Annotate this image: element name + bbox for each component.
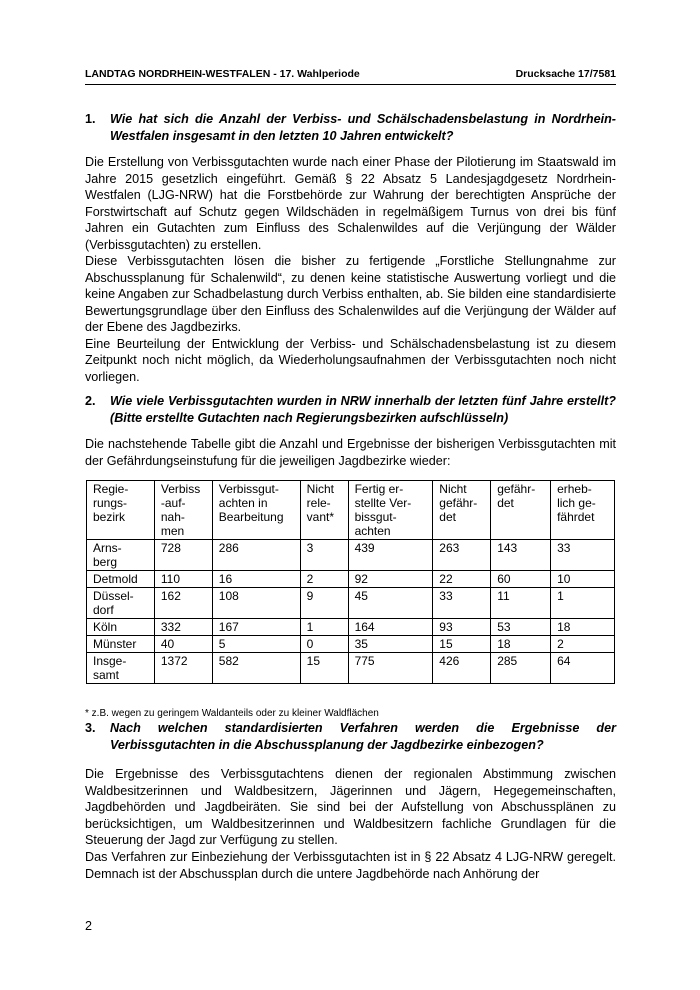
table-cell: 15: [433, 636, 491, 653]
table-header-cell: Verbissgut- achten in Bearbeitung: [212, 481, 300, 540]
table-cell: 728: [154, 540, 212, 571]
table-cell: 60: [491, 571, 551, 588]
answer-3-part-2: [85, 849, 616, 882]
answer-3-paragraph-1: Die Ergebnisse des Verbissgutachtens dienen der regionalen Abstimmung zwischen Waldbesitzerinnen und Waldbesitzern, Jägerinnen und Jägern, Hegegemeinschaften, Jagdbehörden und Jagdbeiräten. Sie sind bei der Aufstellung von Abschussplänen zu berücksichtigen, um Waldbesitzerinnen und Waldbesitzern fachliche Grundlagen für die Steuerung der Jagd zur Verfügung zu stellen.: [85, 767, 616, 847]
page-number: 2: [85, 919, 93, 933]
table-cell: 10: [551, 571, 615, 588]
table-cell: 110: [154, 571, 212, 588]
table-cell: 332: [154, 619, 212, 636]
table-cell: 286: [212, 540, 300, 571]
table-cell: Düssel- dorf: [87, 588, 155, 619]
table-cell: 439: [348, 540, 433, 571]
page-header: [85, 67, 616, 85]
table-cell: Arns- berg: [87, 540, 155, 571]
table-row: [87, 588, 615, 619]
table-cell: 164: [348, 619, 433, 636]
table-cell: 18: [551, 619, 615, 636]
question-2: [85, 393, 616, 426]
table-header-cell: Regie- rungs- bezirk: [87, 481, 155, 540]
table-cell: 1372: [154, 653, 212, 684]
table-cell: 2: [300, 571, 348, 588]
table-cell: 53: [491, 619, 551, 636]
table-cell: 3: [300, 540, 348, 571]
table-row: [87, 653, 615, 684]
question-2-number: 2.: [85, 394, 96, 408]
answer-3-part-1: [85, 766, 616, 849]
answer-1-paragraph-2: Diese Verbissgutachten lösen die bisher zu fertigende „Forstliche Stellungnahme zur Abschussplanung für Schalenwild“, zu denen keine statistische Auswertung vorliegt und die keine Angaben zur Schadbelastung durch Verbiss enthalten, ab. Sie bilden eine standardisierte Bewertungsgrundlage über den Einfluss des Schalenwildes auf die Verjüngung der Wälder auf der Ebene des Jagdbezirks.: [85, 254, 616, 334]
answer-3-paragraph-2: Das Verfahren zur Einbeziehung der Verbissgutachten ist in § 22 Absatz 4 LJG-NRW geregelt. Demnach ist der Abschussplan durch die untere Jagdbehörde nach Anhörung der: [85, 850, 616, 881]
table-cell: 143: [491, 540, 551, 571]
answer-2: [85, 436, 616, 469]
table-cell: 2: [551, 636, 615, 653]
table-header-cell: erheb- lich ge- fährdet: [551, 481, 615, 540]
table-cell: 35: [348, 636, 433, 653]
answer-1-paragraph-1: Die Erstellung von Verbissgutachten wurde nach einer Phase der Pilotierung im Staatswald im Jahre 2015 gesetzlich eingeführt. Gemäß § 22 Absatz 5 Landesjagdgesetz Nordrhein-Westfalen (LJG-NRW) hat die Forstbehörde zur Wahrung der berechtigten Ansprüche der Forstwirtschaft auf Schutz gegen Wildschäden in regelmäßigem Turnus von drei bis fünf Jahren ein Gutachten zum Einfluss des Schalenwildes auf die Verjüngung der Wälder (Verbissgutachten) zu erstellen.: [85, 155, 616, 252]
table-cell: Münster: [87, 636, 155, 653]
table-cell: 64: [551, 653, 615, 684]
question-3: [85, 720, 616, 753]
table-cell: 1: [551, 588, 615, 619]
table-cell: 582: [212, 653, 300, 684]
table-cell: 775: [348, 653, 433, 684]
table-row: [87, 636, 615, 653]
table-cell: 45: [348, 588, 433, 619]
table-cell: 162: [154, 588, 212, 619]
table-header-cell: Verbiss -auf- nah- men: [154, 481, 212, 540]
question-1-number: 1.: [85, 112, 96, 126]
table-cell: 16: [212, 571, 300, 588]
question-1: [85, 111, 616, 144]
table-header-cell: gefähr- det: [491, 481, 551, 540]
table-row: [87, 540, 615, 571]
table-cell: 9: [300, 588, 348, 619]
table-cell: Insge- samt: [87, 653, 155, 684]
table-cell: 426: [433, 653, 491, 684]
answer-1-paragraph-3: Eine Beurteilung der Entwicklung der Verbiss- und Schälschadensbelastung ist zu diesem Zeitpunkt noch nicht möglich, da Wiederholungsaufnahmen der Verbissgutachten noch nicht vorliegen.: [85, 336, 616, 384]
table-row: [87, 571, 615, 588]
table-header-cell: Nicht gefähr- det: [433, 481, 491, 540]
table-header-row: [87, 481, 615, 540]
table-cell: 33: [433, 588, 491, 619]
table-cell: 15: [300, 653, 348, 684]
question-1-text: Wie hat sich die Anzahl der Verbiss- und Schälschadensbelastung in Nordrhein-Westfalen insgesamt in den letzten 10 Jahren entwickelt?: [110, 112, 616, 143]
table-cell: 93: [433, 619, 491, 636]
table-cell: 0: [300, 636, 348, 653]
table-cell: 22: [433, 571, 491, 588]
table-cell: 263: [433, 540, 491, 571]
table-cell: 40: [154, 636, 212, 653]
table-row: [87, 619, 615, 636]
table-cell: 108: [212, 588, 300, 619]
table-cell: 5: [212, 636, 300, 653]
table-cell: 11: [491, 588, 551, 619]
table-cell: Detmold: [87, 571, 155, 588]
table-header-cell: Nicht rele- vant*: [300, 481, 348, 540]
table-cell: Köln: [87, 619, 155, 636]
table-cell: 167: [212, 619, 300, 636]
answer-1: [85, 154, 616, 385]
header-parliament: LANDTAG NORDRHEIN-WESTFALEN - 17. Wahlperiode: [85, 68, 360, 80]
table-header-cell: Fertig er- stellte Ver- bissgut- achten: [348, 481, 433, 540]
table-cell: 18: [491, 636, 551, 653]
table-cell: 285: [491, 653, 551, 684]
table-footnote: * z.B. wegen zu geringem Waldanteils oder zu kleiner Waldflächen: [85, 708, 379, 719]
question-3-number: 3.: [85, 721, 96, 735]
answer-2-paragraph-1: Die nachstehende Tabelle gibt die Anzahl und Ergebnisse der bisherigen Verbissgutachten mit der Gefährdungseinstufung für die jeweiligen Jagdbezirke wieder:: [85, 437, 616, 468]
table-cell: 92: [348, 571, 433, 588]
verbissgutachten-table: [86, 480, 615, 684]
header-document-number: Drucksache 17/7581: [515, 68, 616, 80]
question-2-text: Wie viele Verbissgutachten wurden in NRW innerhalb der letzten fünf Jahre erstellt? (Bitte erstellte Gutachten nach Regierungsbezirken aufschlüsseln): [110, 394, 616, 425]
header-rule: [85, 84, 616, 85]
table-cell: 33: [551, 540, 615, 571]
question-3-text: Nach welchen standardisierten Verfahren werden die Ergebnisse der Verbissgutachten in die Abschussplanung der Jagdbezirke einbezogen?: [110, 721, 616, 752]
table-cell: 1: [300, 619, 348, 636]
